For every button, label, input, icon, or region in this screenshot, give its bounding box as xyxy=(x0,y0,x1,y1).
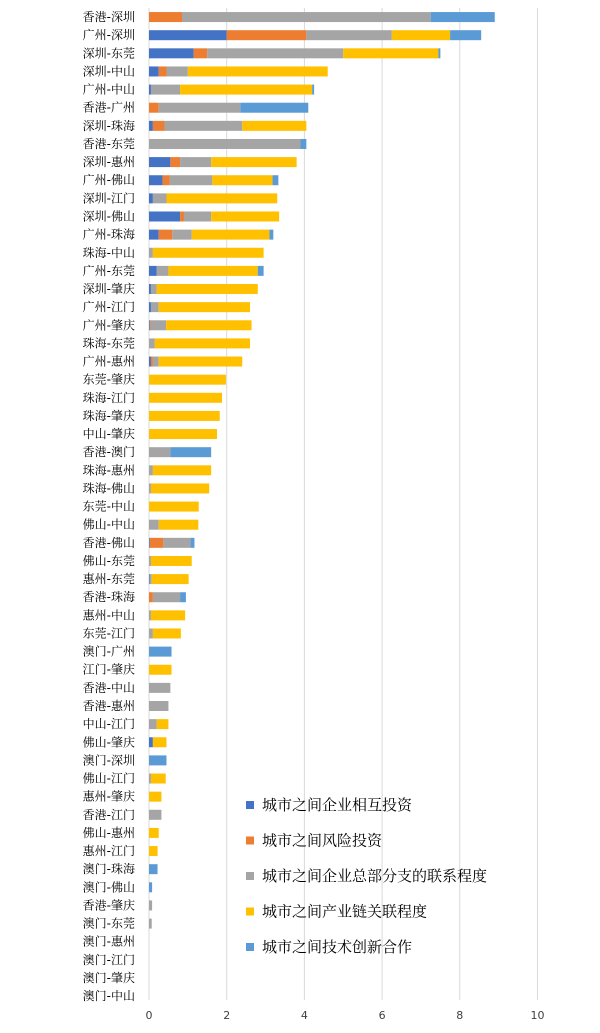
x-tick-label-2: 2 xyxy=(223,1009,231,1022)
bar-segment-series-1 xyxy=(163,175,170,185)
category-label: 东莞-江门 xyxy=(82,626,135,641)
bar-segment-series-3 xyxy=(166,320,251,330)
bar-segment-series-1 xyxy=(170,157,180,167)
category-label: 深圳-珠海 xyxy=(82,118,135,133)
bar-segment-series-0 xyxy=(149,230,159,240)
bar-segment-series-2 xyxy=(165,121,243,131)
bar-segment-series-0 xyxy=(149,574,150,584)
category-label: 广州-江门 xyxy=(82,300,135,315)
bar-segment-series-4 xyxy=(240,103,308,113)
category-label: 惠州-东莞 xyxy=(82,572,135,587)
bar-segment-series-1 xyxy=(149,12,182,22)
bar-segment-series-4 xyxy=(438,48,440,58)
bar-segment-series-3 xyxy=(149,792,161,802)
category-label: 珠海-江门 xyxy=(82,390,135,405)
bar-segment-series-4 xyxy=(191,538,195,548)
bar-segment-series-2 xyxy=(149,919,152,929)
bar-segment-series-2 xyxy=(184,211,211,221)
bar-segment-series-1 xyxy=(159,230,173,240)
x-tick-label-4: 4 xyxy=(300,1009,308,1022)
category-label: 广州-佛山 xyxy=(82,173,135,188)
bar-segment-series-3 xyxy=(151,556,192,566)
category-label: 珠海-佛山 xyxy=(82,481,135,496)
legend-label-0: 城市之间企业相互投资 xyxy=(262,796,413,814)
x-tick-label-10: 10 xyxy=(530,1009,545,1022)
bar-segment-series-2 xyxy=(149,810,161,820)
bar-segment-series-2 xyxy=(151,85,180,95)
x-tick-label-0: 0 xyxy=(145,1009,153,1022)
bar-segment-series-0 xyxy=(149,284,151,294)
category-label: 香港-江门 xyxy=(82,807,135,822)
bar-segment-series-2 xyxy=(170,175,213,185)
bar-segment-series-3 xyxy=(392,30,450,40)
bar-segment-series-2 xyxy=(182,12,431,22)
legend-swatch-3 xyxy=(246,908,254,916)
bar-segment-series-2 xyxy=(153,592,180,602)
category-label: 佛山-中山 xyxy=(82,517,135,532)
category-label: 澳门-广州 xyxy=(82,644,135,659)
bar-segment-series-1 xyxy=(149,592,153,602)
category-label: 澳门-佛山 xyxy=(82,880,135,895)
category-label: 佛山-江门 xyxy=(82,771,135,786)
bar-segment-series-2 xyxy=(151,302,159,312)
bar-segment-series-2 xyxy=(149,610,151,620)
category-label: 深圳-江门 xyxy=(82,191,135,206)
bar-segment-series-2 xyxy=(166,66,187,76)
category-label: 香港-广州 xyxy=(82,100,135,115)
category-label: 澳门-江门 xyxy=(82,952,135,967)
bar-segment-series-3 xyxy=(157,284,258,294)
bar-segment-series-1 xyxy=(149,103,159,113)
bar-segment-series-3 xyxy=(211,211,279,221)
category-label: 香港-佛山 xyxy=(82,535,135,550)
bar-segment-series-3 xyxy=(149,665,172,675)
category-label: 中山-肇庆 xyxy=(82,427,135,442)
bar-segment-series-0 xyxy=(149,157,170,167)
bar-segment-series-3 xyxy=(151,774,166,784)
bar-segment-series-4 xyxy=(149,755,166,765)
category-label: 深圳-佛山 xyxy=(82,209,135,224)
category-label: 惠州-中山 xyxy=(82,608,135,623)
category-label: 中山-江门 xyxy=(82,717,135,732)
bar-segment-series-3 xyxy=(159,520,199,530)
bar-segment-series-2 xyxy=(149,483,151,493)
x-tick-label-6: 6 xyxy=(378,1009,386,1022)
legend-swatch-0 xyxy=(246,801,254,809)
bar-segment-series-4 xyxy=(180,592,186,602)
bar-segment-series-1 xyxy=(150,320,151,330)
bar-segment-series-0 xyxy=(149,193,153,203)
legend-label-3: 城市之间产业链关联程度 xyxy=(262,902,428,921)
bar-segment-series-4 xyxy=(170,447,211,457)
category-label: 香港-惠州 xyxy=(82,699,135,714)
category-label: 澳门-惠州 xyxy=(82,934,135,949)
bar-segment-series-4 xyxy=(431,12,495,22)
category-label: 珠海-东莞 xyxy=(82,336,135,351)
category-label: 广州-珠海 xyxy=(82,227,135,242)
bar-segment-series-3 xyxy=(168,266,257,276)
category-label: 香港-肇庆 xyxy=(82,898,135,913)
bar-segment-series-2 xyxy=(149,465,153,475)
bar-segment-series-4 xyxy=(301,139,307,149)
category-label: 佛山-惠州 xyxy=(82,825,135,840)
x-tick-label-8: 8 xyxy=(456,1009,464,1022)
bar-segment-series-2 xyxy=(149,683,170,693)
bar-segment-series-4 xyxy=(269,230,273,240)
category-label: 珠海-中山 xyxy=(82,245,135,260)
bar-segment-series-3 xyxy=(159,302,250,312)
category-label: 佛山-东莞 xyxy=(82,553,135,568)
bar-segment-series-3 xyxy=(188,66,328,76)
category-label: 深圳-肇庆 xyxy=(82,282,135,297)
category-label: 惠州-肇庆 xyxy=(82,789,135,804)
bar-segment-series-3 xyxy=(192,230,270,240)
category-label: 广州-深圳 xyxy=(82,28,135,43)
bar-segment-series-3 xyxy=(149,393,222,403)
bar-segment-series-2 xyxy=(163,538,190,548)
bar-segment-series-0 xyxy=(149,85,151,95)
bar-segment-series-0 xyxy=(149,211,180,221)
bar-segment-series-0 xyxy=(149,30,227,40)
bar-segment-series-2 xyxy=(306,30,391,40)
bar-segment-series-2 xyxy=(172,230,191,240)
bar-segment-series-4 xyxy=(450,30,481,40)
category-label: 东莞-中山 xyxy=(82,499,135,514)
bar-segment-series-1 xyxy=(151,357,153,367)
bar-segment-series-0 xyxy=(149,266,157,276)
legend-label-1: 城市之间风险投资 xyxy=(262,831,383,850)
bar-segment-series-2 xyxy=(157,266,169,276)
bar-segment-series-0 xyxy=(149,302,151,312)
bar-segment-series-2 xyxy=(149,139,301,149)
bar-segment-series-2 xyxy=(149,248,153,258)
category-label: 澳门-中山 xyxy=(82,989,135,1004)
category-label: 香港-深圳 xyxy=(82,10,135,25)
bar-segment-series-0 xyxy=(149,48,194,58)
category-label: 广州-中山 xyxy=(82,82,135,97)
category-label: 珠海-肇庆 xyxy=(82,408,135,423)
bar-segment-series-3 xyxy=(157,719,169,729)
category-label: 广州-东莞 xyxy=(82,263,135,278)
bar-segment-series-3 xyxy=(212,175,272,185)
category-label: 珠海-惠州 xyxy=(82,463,135,478)
bar-segment-series-3 xyxy=(149,846,158,856)
bar-segment-series-3 xyxy=(149,375,226,385)
bar-segment-series-3 xyxy=(242,121,306,131)
bar-segment-series-0 xyxy=(149,357,151,367)
bar-segment-series-2 xyxy=(149,338,155,348)
bar-segment-series-2 xyxy=(149,900,152,910)
bar-segment-series-2 xyxy=(153,193,167,203)
legend-swatch-4 xyxy=(246,943,254,951)
bar-segment-series-2 xyxy=(153,357,159,367)
legend-swatch-2 xyxy=(246,872,254,880)
bar-segment-series-4 xyxy=(273,175,279,185)
bar-segment-series-2 xyxy=(180,157,211,167)
bar-segment-series-2 xyxy=(149,628,153,638)
bar-segment-series-1 xyxy=(153,121,165,131)
bar-segment-series-1 xyxy=(150,538,164,548)
category-label: 澳门-肇庆 xyxy=(82,970,135,985)
bar-segment-series-2 xyxy=(207,48,343,58)
bar-segment-series-3 xyxy=(211,157,296,167)
bar-segment-series-3 xyxy=(149,411,220,421)
category-label: 香港-东莞 xyxy=(82,136,135,151)
bar-segment-series-4 xyxy=(149,882,152,892)
bar-segment-series-2 xyxy=(149,556,151,566)
category-label: 江门-肇庆 xyxy=(82,662,135,677)
bar-segment-series-1 xyxy=(227,30,307,40)
category-label: 深圳-中山 xyxy=(82,64,135,79)
bar-segment-series-3 xyxy=(151,610,185,620)
bar-segment-series-3 xyxy=(153,628,181,638)
bar-segment-series-3 xyxy=(149,502,199,512)
bar-segment-series-3 xyxy=(180,85,312,95)
bar-segment-series-2 xyxy=(149,701,168,711)
category-label: 澳门-深圳 xyxy=(82,753,135,768)
bar-segment-series-2 xyxy=(151,320,167,330)
bar-segment-series-4 xyxy=(149,647,172,657)
bar-segment-series-0 xyxy=(149,66,159,76)
bar-segment-series-0 xyxy=(149,320,150,330)
bar-segment-series-2 xyxy=(149,447,170,457)
category-label: 惠州-江门 xyxy=(82,844,135,859)
legend-swatch-1 xyxy=(246,837,254,845)
category-label: 香港-澳门 xyxy=(82,445,135,460)
category-label: 广州-惠州 xyxy=(82,354,135,369)
bar-segment-series-3 xyxy=(153,737,167,747)
bar-segment-series-3 xyxy=(343,48,438,58)
bar-segment-series-3 xyxy=(152,574,189,584)
bar-segment-series-2 xyxy=(150,574,152,584)
bar-segment-series-3 xyxy=(166,193,277,203)
category-label: 澳门-东莞 xyxy=(82,916,135,931)
bar-segment-series-2 xyxy=(151,284,157,294)
category-label: 深圳-东莞 xyxy=(82,46,135,61)
category-label: 广州-肇庆 xyxy=(82,318,135,333)
bar-segment-series-0 xyxy=(149,538,150,548)
bar-segment-series-1 xyxy=(159,66,167,76)
bar-segment-series-2 xyxy=(149,520,159,530)
bar-segment-series-3 xyxy=(153,248,264,258)
bar-segment-series-1 xyxy=(180,211,184,221)
bar-segment-series-2 xyxy=(149,774,151,784)
bar-segment-series-4 xyxy=(258,266,264,276)
bar-segment-series-3 xyxy=(155,338,250,348)
category-label: 澳门-珠海 xyxy=(82,862,135,877)
bar-segment-series-3 xyxy=(151,483,209,493)
bar-segment-series-2 xyxy=(159,103,241,113)
bar-segment-series-4 xyxy=(312,85,314,95)
category-label: 东莞-肇庆 xyxy=(82,372,135,387)
bar-segment-series-0 xyxy=(149,121,153,131)
legend-label-2: 城市之间企业总部分支的联系程度 xyxy=(262,867,488,885)
bar-segment-series-3 xyxy=(149,429,217,439)
bar-segment-series-1 xyxy=(194,48,208,58)
legend-label-4: 城市之间技术创新合作 xyxy=(262,938,413,956)
category-label: 香港-中山 xyxy=(82,680,135,695)
category-label: 深圳-惠州 xyxy=(82,155,135,170)
category-label: 香港-珠海 xyxy=(82,590,135,605)
bar-segment-series-0 xyxy=(149,737,153,747)
bar-segment-series-4 xyxy=(149,864,158,874)
category-label: 佛山-肇庆 xyxy=(82,735,135,750)
bar-segment-series-3 xyxy=(159,357,243,367)
bar-segment-series-3 xyxy=(153,465,211,475)
bar-segment-series-3 xyxy=(149,828,159,838)
bar-segment-series-0 xyxy=(149,175,163,185)
bar-segment-series-2 xyxy=(149,719,157,729)
